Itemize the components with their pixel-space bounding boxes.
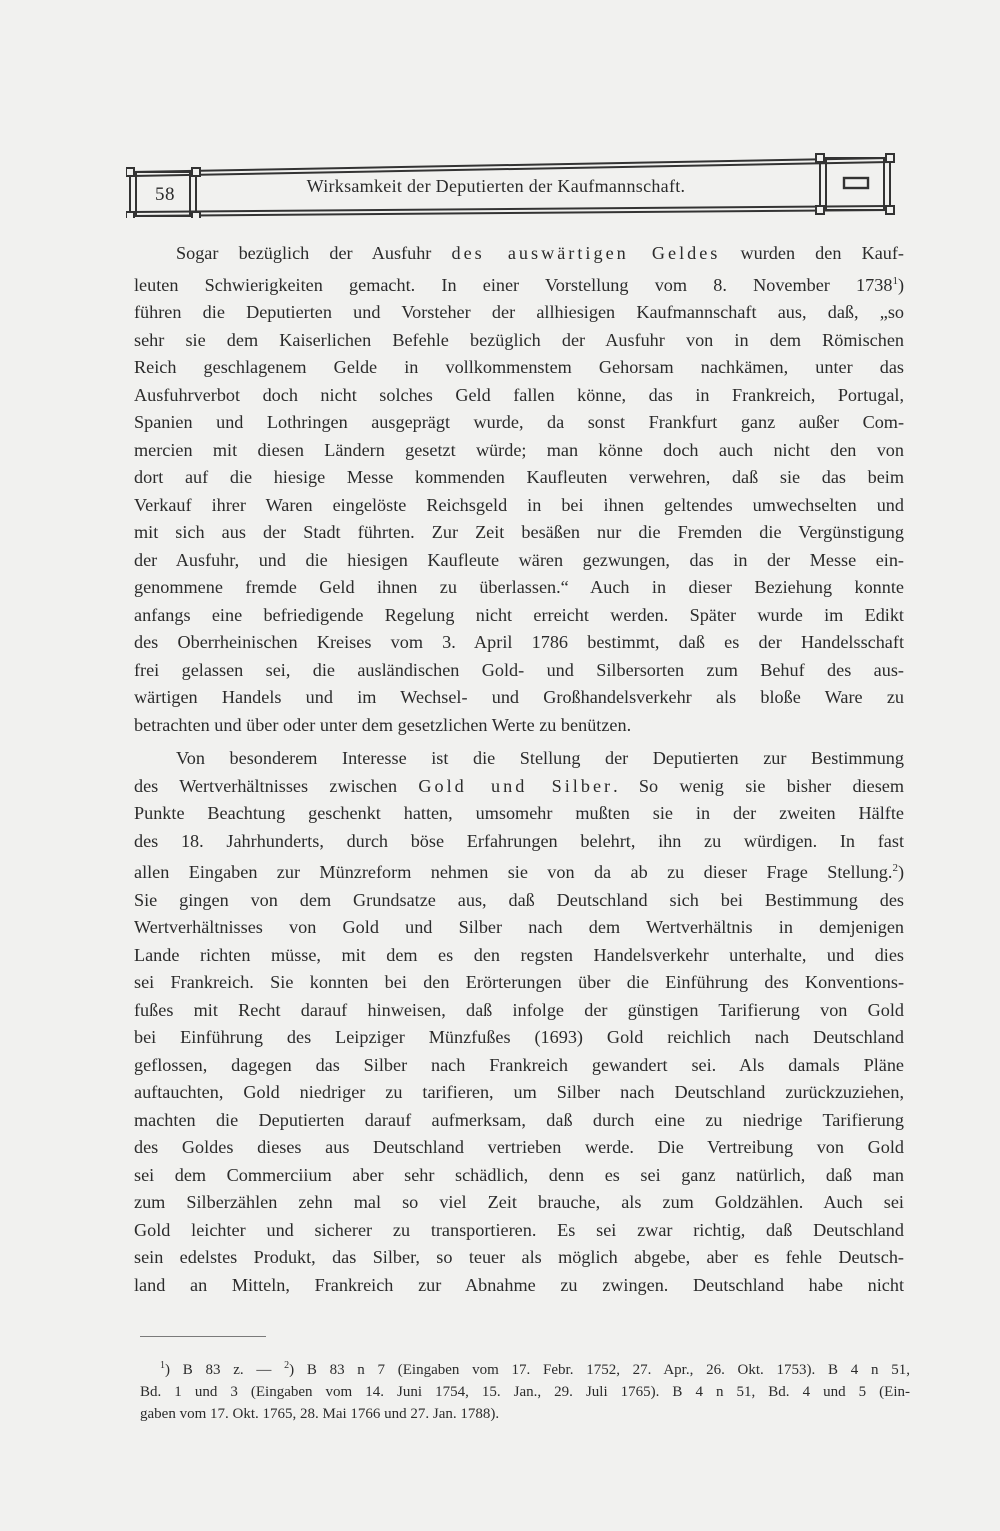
text-line: sei Frankreich. Sie konnten bei den Erörterungen über die Einführung des Konventions- — [134, 972, 904, 992]
text-line: zum Silberzählen zehn mal so viel Zeit brauche, als zum Goldzählen. Auch sei — [134, 1192, 904, 1212]
text-line: land an Mitteln, Frankreich zur Abnahme zu zwingen. Deutschland habe nicht — [134, 1274, 904, 1295]
text-line: Von besonderem Interesse ist die Stellung der Deputierten zur Bestimmung — [176, 748, 904, 768]
text-line: Wertverhältnisses von Gold und Silber nach dem Wertverhältnis in demjenigen — [134, 917, 904, 937]
text-line: der Ausfuhr, und die hiesigen Kaufleute wären gezwungen, das in der Messe ein- — [134, 549, 904, 570]
text-line: machten die Deputierten darauf aufmerksam, daß durch eine zu niedrige Tarifierung — [134, 1109, 904, 1130]
text-line: sehr sie dem Kaiserlichen Befehle bezüglich der Ausfuhr von in dem Römischen — [134, 329, 904, 350]
spaced-emphasis: Gold und Silber — [418, 775, 614, 796]
text-line: bei Einführung des Leipziger Münzfußes (1693) Gold reichlich nach Deutschland — [134, 1027, 904, 1047]
text-line: leuten Schwierigkeiten gemacht. In einer Vorstellung vom 8. November 1738$^1$) — [134, 274, 904, 295]
text-line: Gold leichter und sicherer zu transportieren. Es sei zwar richtig, daß Deutschland — [134, 1219, 904, 1240]
text-line: sei dem Commerciium aber sehr schädlich, denn es sei ganz natürlich, daß man — [134, 1164, 904, 1185]
footnote-marker: 2 — [892, 862, 898, 874]
text-line: des 18. Jahrhunderts, durch böse Erfahrungen belehrt, ihn zu würdigen. In fast — [134, 830, 904, 851]
text-line: Bd. 1 und 3 (Eingaben vom 14. Juni 1754, 15. Jan., 29. Juli 1765). B 4 n 51, Bd. 4 und 5 (Ein- — [140, 1384, 910, 1400]
text-line: genommene fremde Geld ihnen zu überlassen.“ Auch in dieser Beziehung konnte — [134, 577, 904, 597]
paragraph — [134, 240, 904, 739]
text-line: des Wertverhältnisses zwischen Gold und Silber. So wenig sie bisher diesem — [134, 775, 904, 796]
text-line: mercien mit diesen Ländern gesetzt würde; man könne doch auch nicht den von — [134, 439, 904, 460]
footnote-marker: 2 — [284, 1360, 290, 1371]
paragraph — [134, 745, 904, 1299]
text-line: auftauchten, Gold niedriger zu tarifieren, um Silber nach Deutschland zurückzuziehen, — [134, 1082, 904, 1102]
running-head: Wirksamkeit der Deputierten der Kaufmannschaft. — [306, 176, 686, 196]
footnote-marker: 1 — [160, 1360, 165, 1371]
page-header — [126, 150, 896, 218]
text-line: führen die Deputierten und Vorsteher der allhiesigen Kaufmannschaft aus, daß, „so — [134, 302, 904, 322]
footnote-marker: 1 — [892, 274, 898, 287]
text-line: des Oberrheinischen Kreises vom 3. April 1786 bestimmt, daß es der Handelsschaft — [134, 632, 904, 652]
text-line: betrachten und über oder unter dem gesetzlichen Werte zu benützen. — [134, 714, 632, 735]
spaced-emphasis: des auswärtigen Geldes — [451, 243, 721, 263]
body-text — [134, 240, 904, 1299]
text-line: mit sich aus der Stadt führten. Zur Zeit besäßen nur die Fremden die Vergünstigung — [134, 522, 904, 542]
text-line: wärtigen Handels und im Wechsel- und Großhandelsverkehr als bloße Ware zu — [134, 687, 904, 707]
footnote-separator — [140, 1336, 266, 1337]
text-line: allen Eingaben zur Münzreform nehmen sie von da ab zu dieser Frage Stellung.$^2$) — [134, 862, 904, 882]
text-line: des Goldes dieses aus Deutschland vertrieben werde. Die Vertreibung von Gold — [134, 1137, 904, 1157]
footnotes — [140, 1355, 910, 1425]
text-line: Ausfuhrverbot doch nicht solches Geld fallen könne, das in Frankreich, Portugal, — [134, 384, 904, 405]
text-line: dort auf die hiesige Messe kommenden Kaufleuten verwehren, daß sie das beim — [134, 467, 904, 487]
text-line: $^1$) B 83 z. — $^2$) B 83 n 7 (Eingaben vom 17. Febr. 1752, 27. Apr., 26. Okt. 1753). B 4 n 51, — [160, 1360, 910, 1378]
text-line: Punkte Beachtung geschenkt hatten, umsomehr mußten sie in der zweiten Hälfte — [134, 803, 904, 823]
text-line: Verkauf ihrer Waren eingelöste Reichsgeld in bei ihnen geltendes umwechselten und — [134, 494, 904, 515]
text-line: Spanien und Lothringen ausgeprägt wurde, da sonst Frankfurt ganz außer Com- — [134, 412, 904, 432]
text-line: Lande richten müsse, mit dem es den regsten Handelsverkehr unterhalte, und dies — [134, 944, 904, 965]
text-line: Sie gingen von dem Grundsatze aus, daß Deutschland sich bei Bestimmung des — [134, 889, 904, 910]
text-line: geflossen, dagegen das Silber nach Frankreich gewandert sei. Als damals Pläne — [134, 1054, 904, 1075]
text-line: Reich geschlagenem Gelde in vollkommenstem Gehorsam nachkämen, unter das — [134, 357, 904, 377]
text-line: anfangs eine befriedigende Regelung nicht erreicht werden. Später wurde im Edikt — [134, 604, 904, 625]
text-line: frei gelassen sei, die ausländischen Gold- und Silbersorten zum Behuf des aus- — [134, 659, 904, 680]
text-line: gaben vom 17. Okt. 1765, 28. Mai 1766 und 27. Jan. 1788). — [140, 1406, 500, 1422]
text-line: Sogar bezüglich der Ausfuhr des auswärtigen Geldes wurden den Kauf- — [176, 243, 904, 263]
text-line: fußes mit Recht darauf hinweisen, daß infolge der günstigen Tarifierung von Gold — [134, 999, 904, 1020]
page-number: 58 — [155, 184, 175, 205]
text-line: sein edelstes Produkt, das Silber, so teuer als möglich abgebe, aber es fehle Deutsch- — [134, 1247, 904, 1267]
